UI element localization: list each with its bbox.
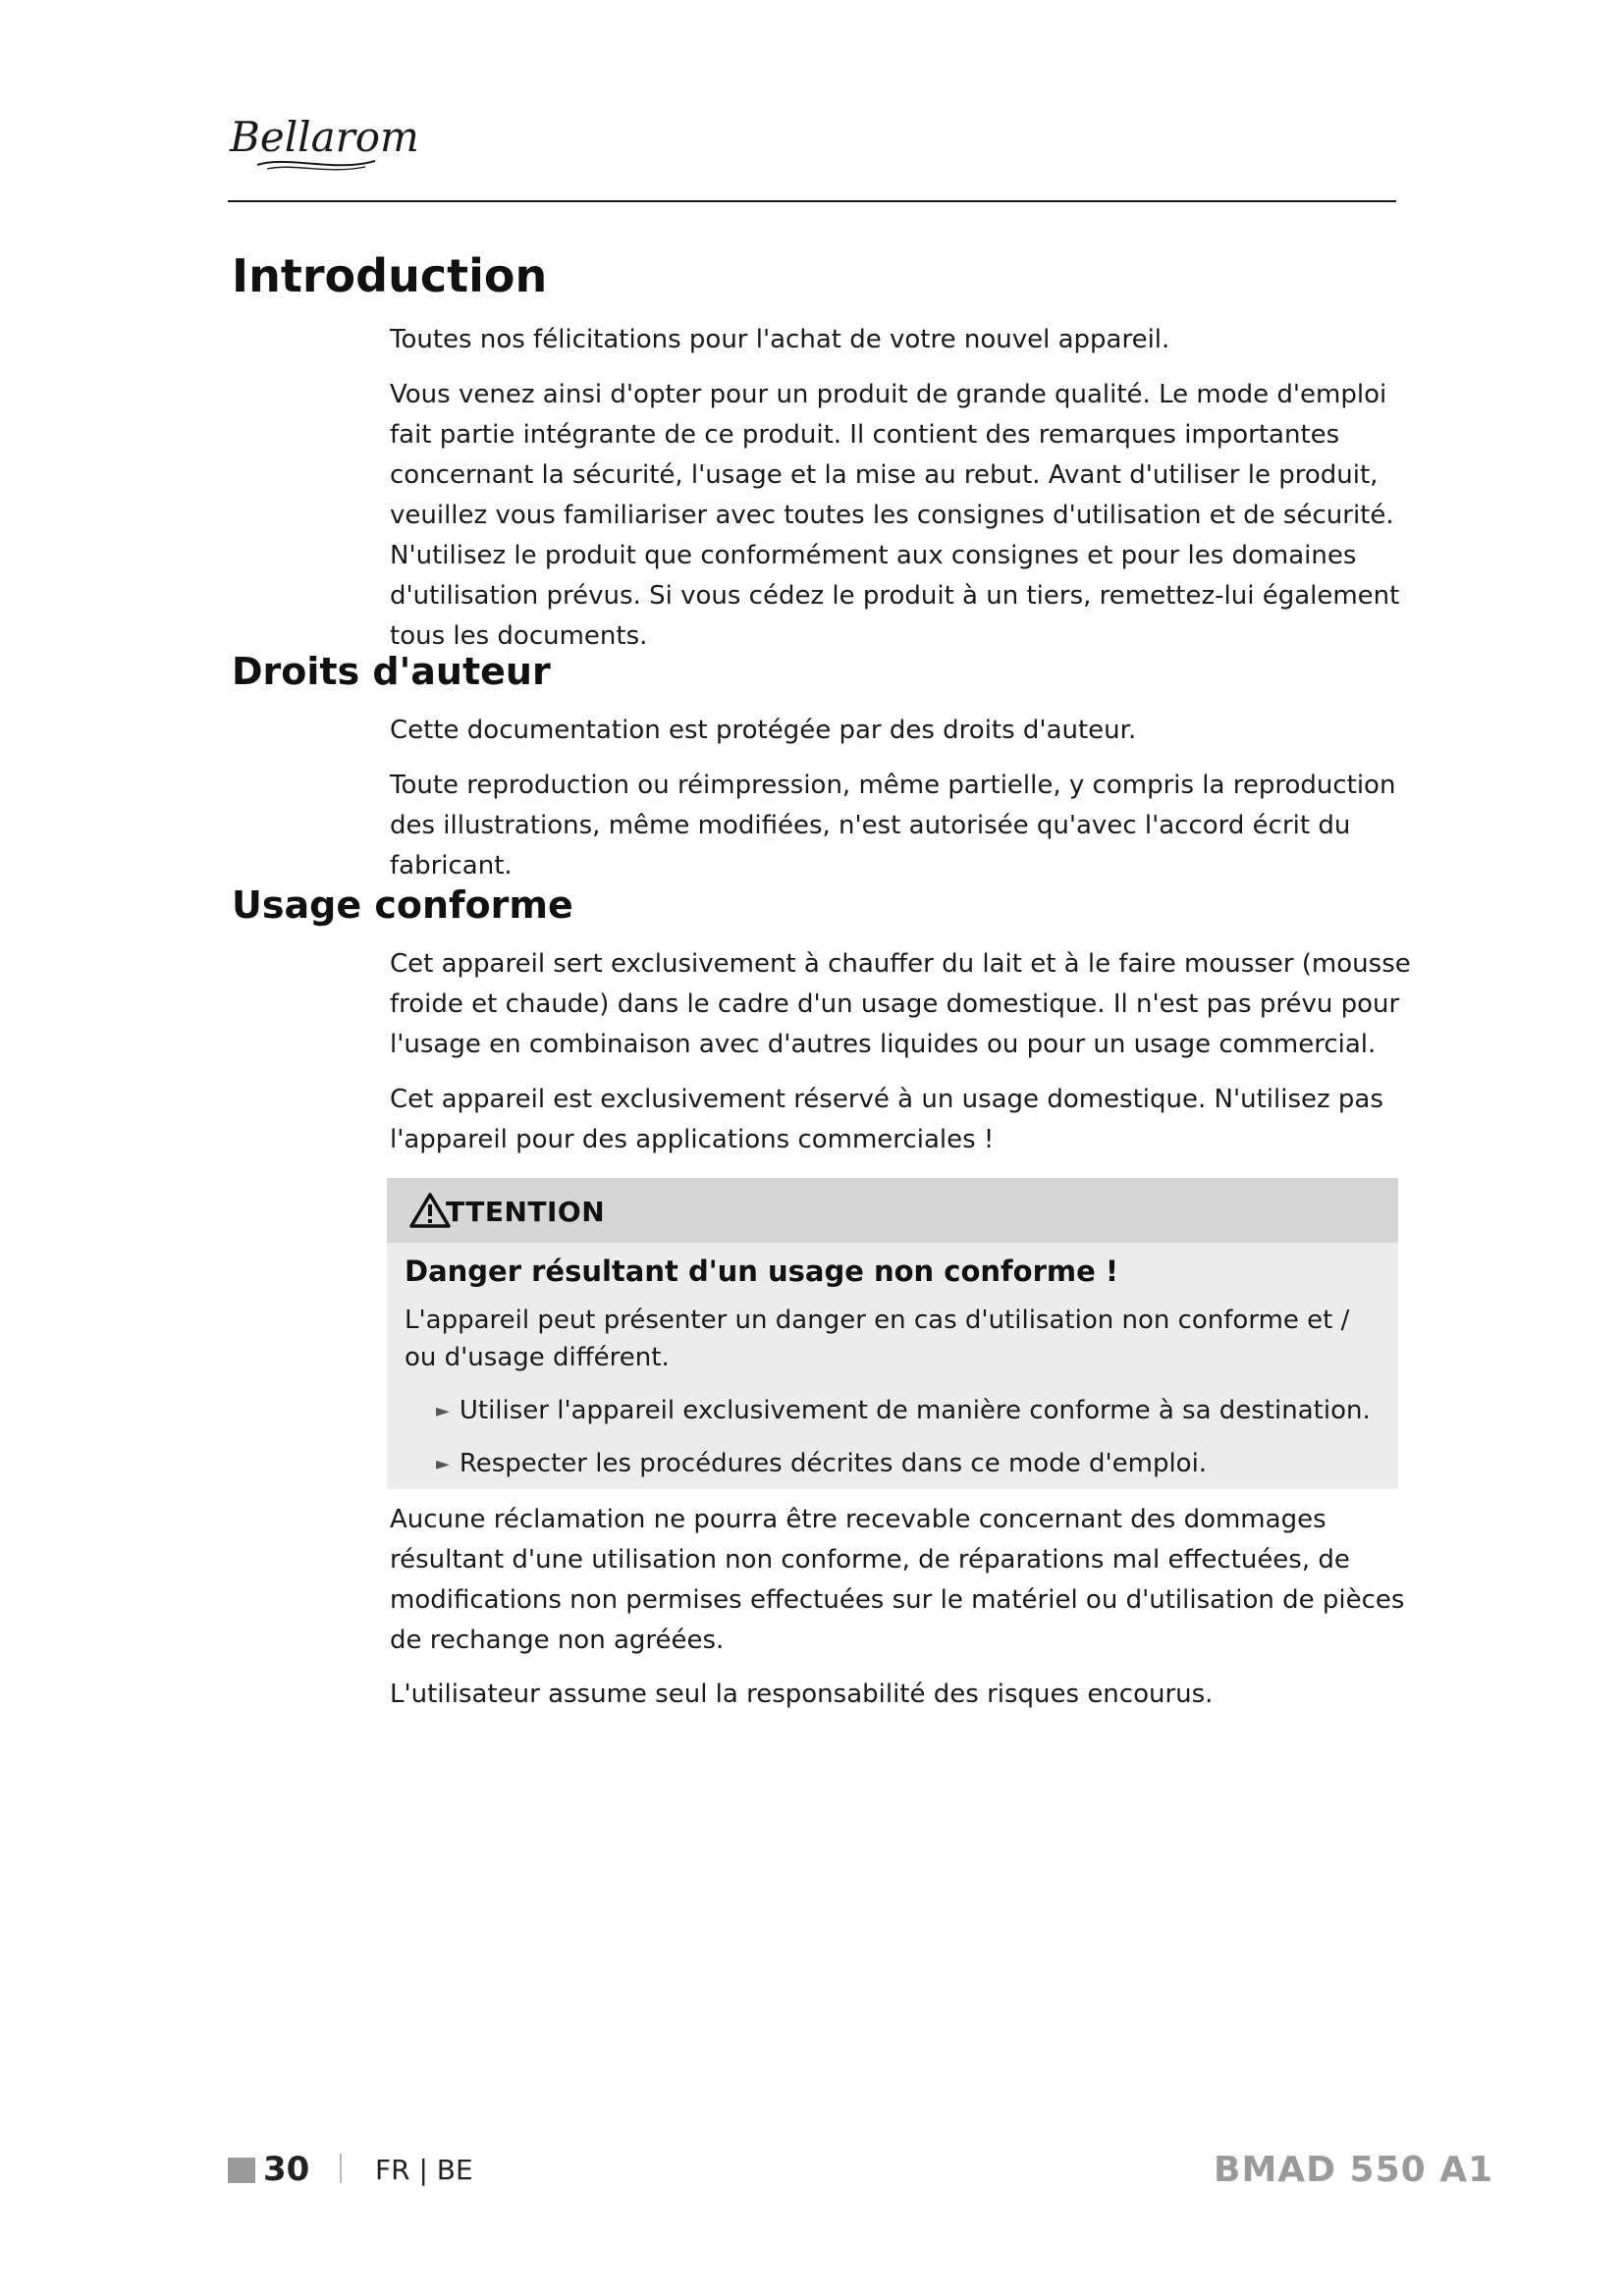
usage-paragraph-2: Cet appareil est exclusivement réservé à un usage domestique. N'utilisez pas l'appareil pour des applications commerciales ! — [390, 1085, 1383, 1154]
warning-label: TTENTION — [446, 1196, 606, 1228]
section-title-introduction: Introduction — [232, 249, 548, 302]
warning-bullet — [436, 1392, 1371, 1430]
footer-model: BMAD 550 A1 — [1214, 2150, 1494, 2190]
bullet-arrow-icon: ► — [436, 1401, 450, 1421]
intro-paragraph-1: Toutes nos félicitations pour l'achat de votre nouvel appareil. — [390, 325, 1170, 354]
intro-paragraph-2: Vous venez ainsi d'opter pour un produit de grande qualité. Le mode d'emploi fait partie intégrante de ce produit. Il contient des remarques importantes concernant la sécurité, l'usage et la mise au rebut. Avant d'utiliser le produit, veuillez vous familiariser avec toutes les consignes d'utilisation et de sécurité. N'utilisez le produit que conformément aux consignes et pour les domaines d'utilisation prévus. Si vous cédez le produit à un tiers, remettez-lui également tous les documents. — [390, 380, 1400, 651]
bellarom-logo — [228, 104, 424, 183]
warning-bullet — [436, 1445, 1207, 1483]
bullet-arrow-icon: ► — [436, 1454, 450, 1474]
usage-paragraph-3: Aucune réclamation ne pourra être recevable concernant des dommages résultant d'une utilisation non conforme, de réparations mal effectuées, de modifications non permises effectuées sur le matériel ou d'utilisation de pièces de rechange non agréées. — [390, 1505, 1405, 1655]
droits-paragraph-2: Toute reproduction ou réimpression, même partielle, y compris la reproduction des illustrations, même modifiées, n'est autorisée qu'avec l'accord écrit du fabricant. — [390, 771, 1396, 881]
usage-paragraph-4: L'utilisateur assume seul la responsabilité des risques encourus. — [390, 1680, 1214, 1709]
footer-divider — [340, 2154, 342, 2183]
usage-paragraph-1: Cet appareil sert exclusivement à chauffer du lait et à le faire mousser (mousse froide et chaude) dans le cadre d'un usage domestique. Il n'est pas prévu pour l'usage en combinaison avec d'autres liquides ou pour un usage commercial. — [390, 949, 1411, 1059]
section-title-usage: Usage conforme — [232, 883, 573, 927]
warning-box — [387, 1178, 1398, 1489]
svg-text:Bellarom: Bellarom — [230, 113, 419, 161]
footer-languages: FR | BE — [375, 2154, 473, 2186]
header-rule — [228, 200, 1396, 202]
droits-paragraph-1: Cette documentation est protégée par des droits d'auteur. — [390, 716, 1137, 745]
warning-subtitle: Danger résultant d'un usage non conforme ! — [405, 1255, 1119, 1288]
page-number: 30 — [263, 2150, 310, 2189]
warning-header — [387, 1178, 1398, 1243]
warning-text: L'appareil peut présenter un danger en cas d'utilisation non conforme et / ou d'usage différent. — [405, 1306, 1350, 1372]
warning-bullet-text: Utiliser l'appareil exclusivement de manière conforme à sa destination. — [459, 1396, 1371, 1425]
warning-bullet-text: Respecter les procédures décrites dans ce mode d'emploi. — [459, 1449, 1208, 1478]
footer-marker — [228, 2158, 255, 2183]
section-title-droits: Droits d'auteur — [232, 650, 551, 693]
